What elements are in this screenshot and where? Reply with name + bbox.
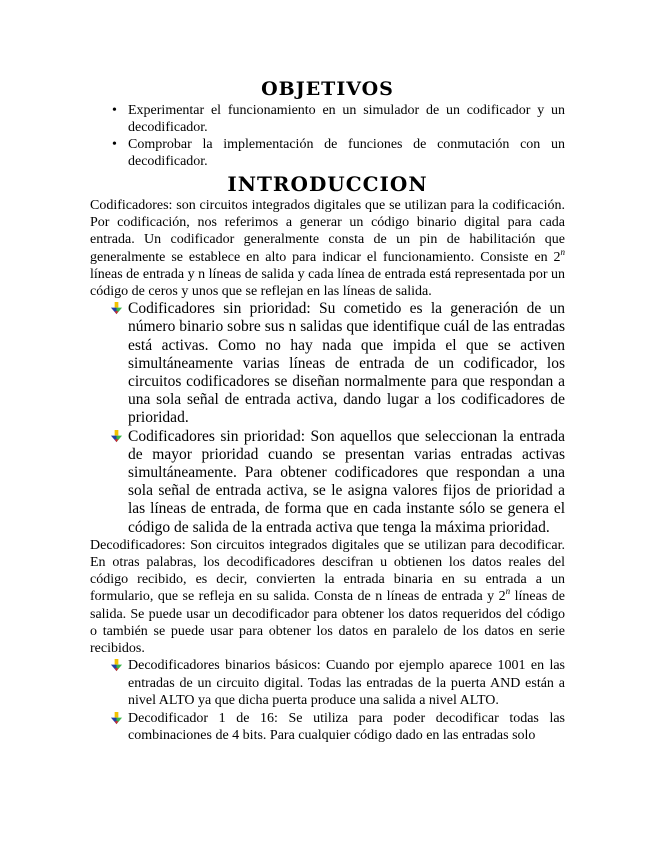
objetivos-heading: OBJETIVOS [261, 78, 394, 100]
codificadores-text-cont: líneas de entrada y n líneas de salida y cada línea de entrada está representada por un código de ceros y unos que se reflejan en las líneas de salida. [90, 266, 566, 300]
exponent: n [505, 586, 511, 597]
decodificador-item [90, 710, 565, 745]
arrow-bullet-icon [110, 659, 123, 672]
bullet-dot-icon: • [112, 137, 117, 152]
objetivo-text: Experimentar el funcionamiento en un simulador de un codificador y un decodificador. [128, 103, 565, 135]
exponent: n [560, 246, 565, 257]
codificadores-list [90, 300, 565, 537]
document-content [90, 78, 565, 744]
arrow-bullet-icon [110, 430, 123, 443]
codificador-item [90, 300, 565, 427]
objetivo-item [90, 102, 565, 136]
decodificadores-paragraph [90, 537, 565, 657]
codificador-item [90, 428, 565, 537]
objetivo-text: Comprobar la implementación de funciones de conmutación con un decodificador. [128, 137, 565, 169]
codificadores-text: Codificadores: son circuitos integrados digitales que se utilizan para la codificación. Por codificación, nos referimos a generar un código binario digital para cada entrada. Un codificador generalmente consta de un pin de habilitación que generalmente se establece en alto para indicar el funcionamiento. Consiste en 2 [90, 198, 565, 265]
arrow-bullet-icon [110, 712, 123, 725]
decodificador-text: Decodificador 1 de 16: Se utiliza para poder decodificar todas las combinaciones de 4 bits. Para cualquier código dado en las entradas solo [128, 710, 565, 743]
decodificadores-list [90, 657, 565, 744]
decodificadores-text-cont: líneas de salida. Se puede usar un decodificador para obtener los datos requeridos del código o también se puede usar para obtener los datos en paralelo de los datos en serie recibidos. [90, 589, 565, 657]
decodificador-text: Decodificadores binarios básicos: Cuando por ejemplo aparece 1001 en las entradas de un circuito digital. Todas las entradas de la puerta AND están a nivel ALTO ya que dicha puerta produce una salida a nivel ALTO. [128, 658, 565, 709]
codificador-text: Codificadores sin prioridad: Su cometido es la generación de un número binario sobre sus n salidas que identifique cuál de las entradas está activas. Como no hay nada que impida el que se activen simultáneamente varias líneas de entrada de un codificador, los circuitos codificadores se diseñan normalmente para que respondan a una sola señal de entrada activa, dando lugar a los codificadores de prioridad. [128, 300, 565, 427]
bullet-dot-icon: • [112, 103, 117, 118]
decodificadores-text: Decodificadores: Son circuitos integrados digitales que se utilizan para decodificar. En otras palabras, los decodificadores descifran u obtienen los datos reales del código recibido, es decir, convierten la entrada binaria en su entrada a un formulario, que se refleja en su salida. Consta de n líneas de entrada y 2 [90, 537, 565, 605]
objetivo-item [90, 136, 565, 170]
codificador-text: Codificadores sin prioridad: Son aquellos que seleccionan la entrada de mayor prioridad cuando se presentan varias entradas activas simultáneamente. Para obtener codificadores que respondan a una sola señal de entrada activa, se le asigna valores fijos de prioridad a las líneas de entrada, de forma que en cada instante sólo se genera el código de salida de la entrada activa que tenga la máxima prioridad. [128, 427, 565, 536]
introduccion-heading: INTRODUCCION [227, 172, 428, 196]
decodificador-item [90, 657, 565, 709]
objetivos-list [90, 102, 565, 170]
codificadores-paragraph [90, 197, 565, 300]
arrow-bullet-icon [110, 302, 123, 315]
